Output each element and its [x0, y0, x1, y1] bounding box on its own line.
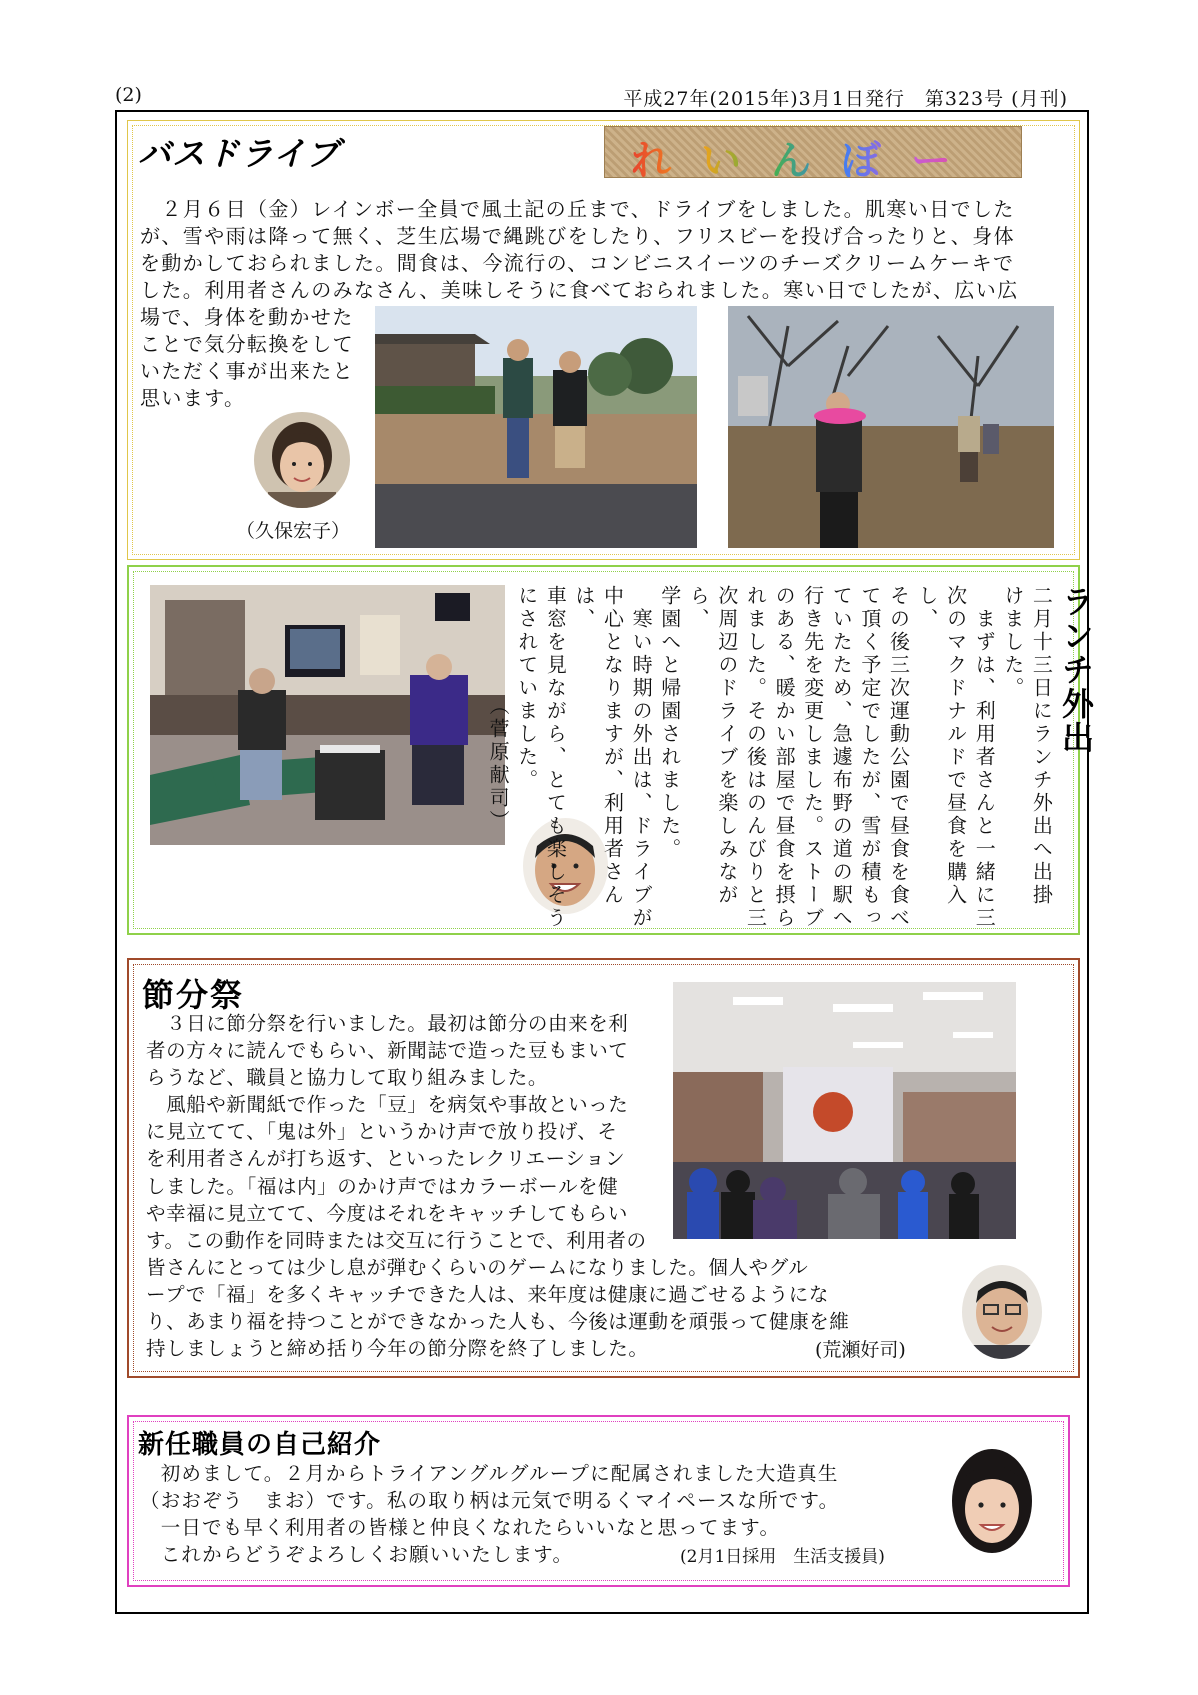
staff-photo-arase	[962, 1265, 1042, 1359]
new-staff-text: 初めまして。２月からトライアングルグループに配属されました大造真生 （おおぞう まお）です。私の取り柄は元気で明るくマイペースな所です。 一日でも早く利用者の皆様と仲良くなれたらいいなと思ってます。 これからどうぞよろしくお願いいたします。	[140, 1462, 840, 1566]
bus-drive-author: （久保宏子）	[236, 520, 351, 542]
staff-photo-kubo	[254, 412, 350, 508]
photo-frisbee	[728, 306, 1054, 548]
photo-setsubun-hall	[673, 982, 1016, 1239]
issue-info: 平成27年(2015年)3月1日発行 第323号 (月刊)	[623, 88, 1068, 110]
setsubun-title: 節分祭	[142, 976, 245, 1014]
new-staff-caption: (2月1日採用 生活支援員)	[680, 1547, 885, 1567]
staff-photo-ozo	[943, 1445, 1041, 1565]
photo-lunch-rest-area	[150, 585, 505, 845]
bus-drive-title: バスドライブ	[138, 134, 341, 173]
lunch-outing-author: （菅原献司）	[486, 695, 511, 833]
rainbow-banner-text: れいんぼー	[631, 129, 981, 186]
setsubun-text-narrow: ３日に節分祭を行いました。最初は節分の由来を利 者の方々に読んでもらい、新聞誌で造った豆もまいて らうなど、職員と協力して取り組みました。 風船や新聞紙で作った「豆」を病気や事故といった に見立てて、「鬼は外」というかけ声で放り投げ、そ を利用者さんが打ち返す、といったレクリエーション しました。「福は内」のかけ声ではカラーボールを健 や幸福に見立てて、今度はそれをキャッチしてもらい す。この動作を同時または交互に行うことで、利用者の	[146, 1012, 647, 1252]
setsubun-text-wide: 皆さんにとっては少し息が弾むくらいのゲームになりました。個人やグル ープで「福」を多くキャッチできた人は、来年度は健康に過ごせるようにな り、あまり福を持つことができなかった人も、今後は運動を頑張って健康を維 持しましょうと締め括り今年の節分際を終了しました。	[146, 1256, 850, 1361]
photo-jump-rope	[375, 306, 697, 548]
page-number: (2)	[115, 84, 142, 106]
new-staff-title: 新任職員の自己紹介	[138, 1430, 382, 1460]
bus-drive-intro: ２月６日（金）レインボー全員で風土記の丘まで、ドライブをしました。肌寒い日でした が、雪や雨は降って無く、芝生広場で縄跳びをしたり、フリスビーを投げ合ったりと、身体 を動かしておられました。間食は、今流行の、コンビニスイーツのチーズクリームケーキで した。利用者さんのみなさん、美味しそうに食べておられました。寒い日でしたが、広い広	[140, 197, 1019, 302]
page-header	[115, 84, 1068, 108]
bus-drive-side-text: 場で、身体を動かせた ことで気分転換をして いただく事が出来たと 思います。	[140, 305, 354, 410]
lunch-outing-title: ランチ外出	[1057, 585, 1095, 755]
rainbow-banner	[604, 126, 1022, 184]
lunch-outing-text: ランチ外出 二月十三日にランチ外出へ出掛 けました。 まずは、利用者さんと一緒に三 次のマクドナルドで昼食を購入し、 その後三次運動公園で昼食を食べ て頂く予定でしたが、雪が積もっ ていたため、急遽布野の道の駅へ 行き先を変更しました。ストーブ のある、暖かい部屋で昼食を摂ら れました。その後はのんびりと三 次周辺のドライブを楽しみながら、 学園へと帰園されました。 寒い時期の外出は、ドライブが 中心となりますが、利用者さんは、 車窓を見ながら、とても楽しそう にされていました。 （菅原献司）	[486, 585, 1095, 930]
setsubun-author: (荒瀬好司)	[815, 1339, 906, 1361]
